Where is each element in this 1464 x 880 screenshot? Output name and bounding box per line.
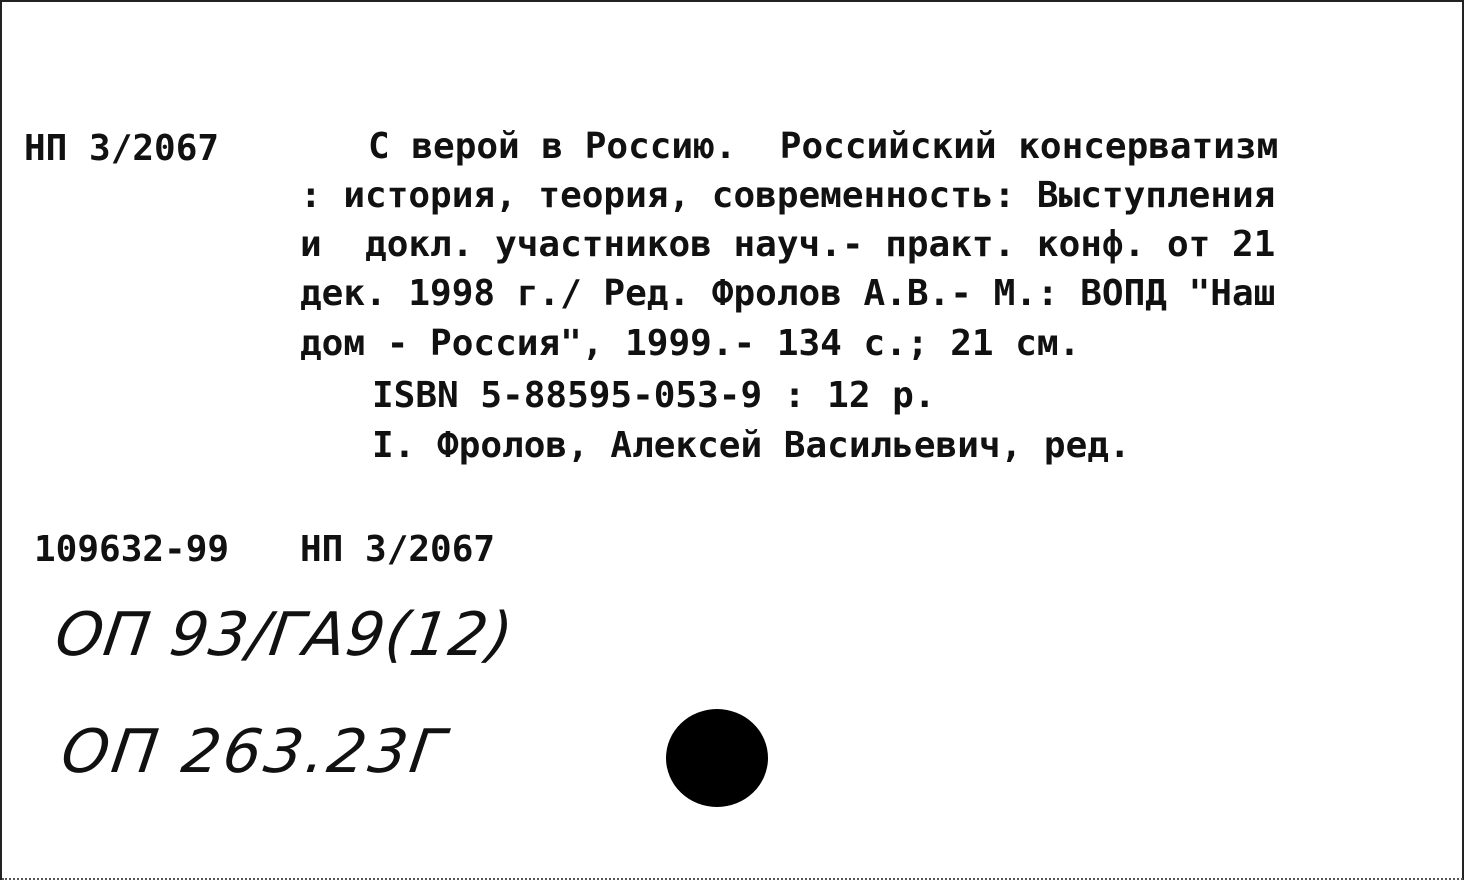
title-line: С верой в Россию. Российский консерватизм: [368, 126, 1279, 167]
handwritten-classification: ОП 93/ГА9(12): [51, 600, 518, 670]
handwritten-classification: ОП 263.23Г: [57, 717, 452, 787]
added-entry: I. Фролов, Алексей Васильевич, ред.: [372, 425, 1131, 466]
punch-hole: [666, 709, 768, 807]
description-line: : история, теория, современность: Выступления: [300, 175, 1276, 216]
description-line: и докл. участников науч.- практ. конф. от 21: [300, 224, 1276, 265]
description-line: дом - Россия", 1999.- 134 с.; 21 см.: [300, 323, 1081, 364]
inventory-number: 109632-99: [34, 529, 230, 570]
description-line: дек. 1998 г./ Ред. Фролов А.В.- М.: ВОПД "Наш: [300, 273, 1276, 314]
isbn-line: ISBN 5-88595-053-9 : 12 р.: [372, 375, 936, 416]
call-number: НП 3/2067: [24, 128, 220, 169]
inventory-call-number: НП 3/2067: [300, 529, 496, 570]
